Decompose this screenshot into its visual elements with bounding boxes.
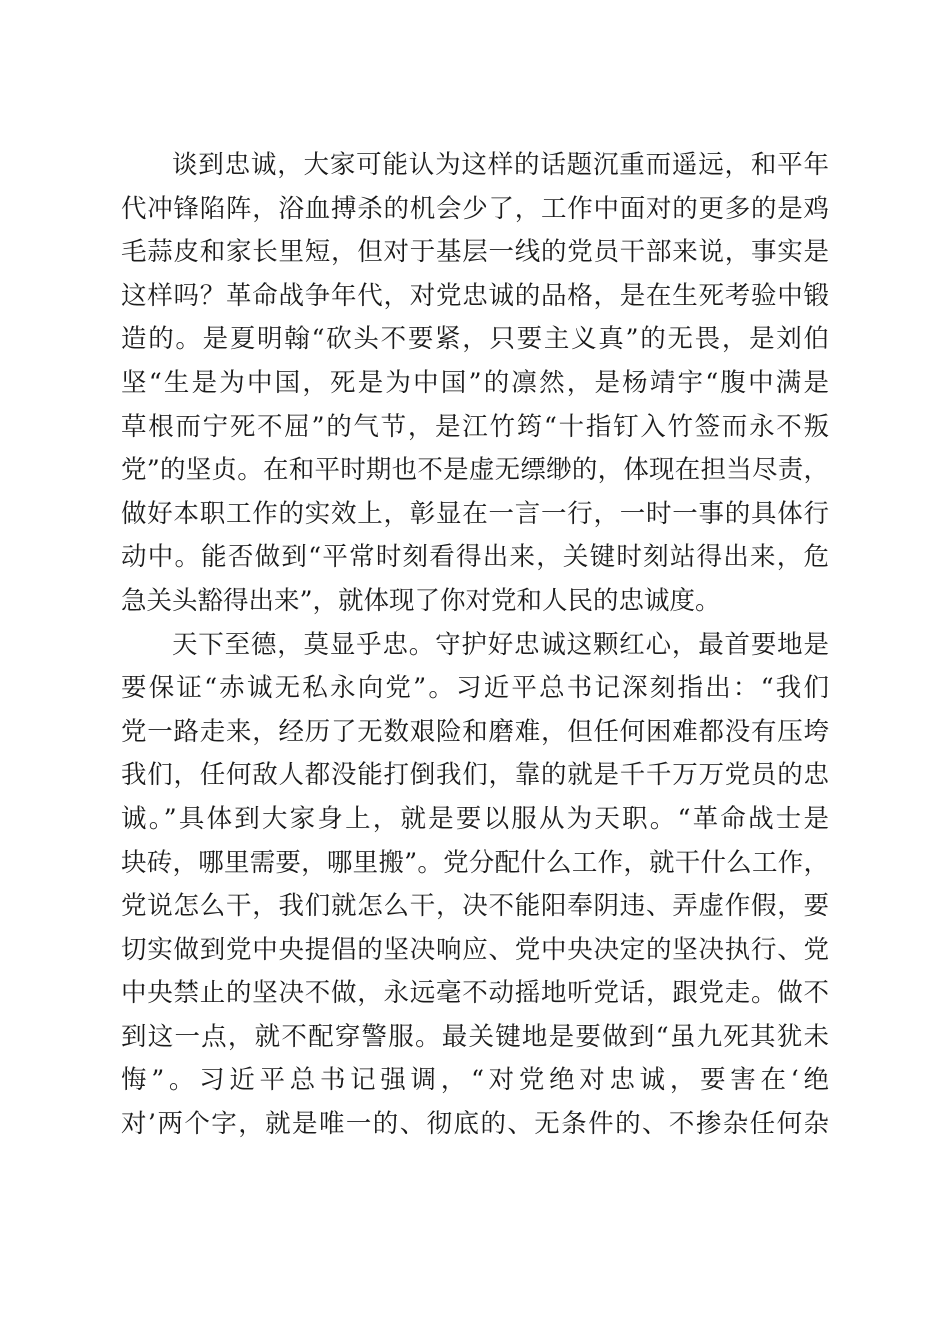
paragraph-2-line-5: 诚。”具体到大家身上，就是要以服从为天职。“革命战士是	[121, 803, 829, 834]
paragraph-1-line-2: 代冲锋陷阵，浴血搏杀的机会少了，工作中面对的更多的是鸡	[121, 193, 829, 224]
paragraph-1-line-6: 坚“生是为中国，死是为中国”的凛然，是杨靖宇“腹中满是	[121, 367, 829, 398]
paragraph-1-line-9: 做好本职工作的实效上，彰显在一言一行，一时一事的具体行	[121, 498, 829, 529]
paragraph-2-line-11: 悔”。习近平总书记强调，“对党绝对忠诚，要害在‘绝	[121, 1065, 829, 1096]
paragraph-2-line-4: 我们，任何敌人都没能打倒我们，靠的就是千千万万党员的忠	[121, 760, 829, 791]
paragraph-2-line-12: 对’两个字，就是唯一的、彻底的、无条件的、不掺杂任何杂	[121, 1109, 829, 1140]
paragraph-2-line-3: 党一路走来，经历了无数艰险和磨难，但任何困难都没有压垮	[121, 716, 829, 747]
paragraph-2-line-8: 切实做到党中央提倡的坚决响应、党中央决定的坚决执行、党	[121, 934, 829, 965]
paragraph-1-line-11: 急关头豁得出来”，就体现了你对党和人民的忠诚度。	[121, 585, 721, 616]
paragraph-2-line-6: 块砖，哪里需要，哪里搬”。党分配什么工作，就干什么工作，	[121, 847, 829, 878]
paragraph-2-line-7: 党说怎么干，我们就怎么干，决不能阳奉阴违、弄虚作假，要	[121, 891, 829, 922]
paragraph-2-line-10: 到这一点，就不配穿警服。最关键地是要做到“虽九死其犹未	[121, 1021, 829, 1052]
paragraph-1-line-8: 党”的坚贞。在和平时期也不是虚无缥缈的，体现在担当尽责，	[121, 455, 829, 486]
paragraph-2-line-9: 中央禁止的坚决不做，永远毫不动摇地听党话，跟党走。做不	[121, 978, 829, 1009]
paragraph-1-line-1: 谈到忠诚，大家可能认为这样的话题沉重而遥远，和平年	[172, 150, 829, 180]
paragraph-2-line-2: 要保证“赤诚无私永向党”。习近平总书记深刻指出：“我们	[121, 673, 829, 704]
paragraph-2-line-1: 天下至德，莫显乎忠。守护好忠诚这颗红心，最首要地是	[172, 629, 829, 660]
paragraph-1-line-4: 这样吗？革命战争年代，对党忠诚的品格，是在生死考验中锻	[121, 280, 829, 311]
paragraph-1-line-3: 毛蒜皮和家长里短，但对于基层一线的党员干部来说，事实是	[121, 237, 829, 268]
paragraph-1-line-5: 造的。是夏明翰“砍头不要紧，只要主义真”的无畏，是刘伯	[121, 324, 829, 355]
document-body	[121, 144, 829, 1147]
paragraph-1-line-7: 草根而宁死不屈”的气节，是江竹筠“十指钉入竹签而永不叛	[121, 411, 829, 442]
paragraph-1-line-10: 动中。能否做到“平常时刻看得出来，关键时刻站得出来，危	[121, 542, 829, 573]
